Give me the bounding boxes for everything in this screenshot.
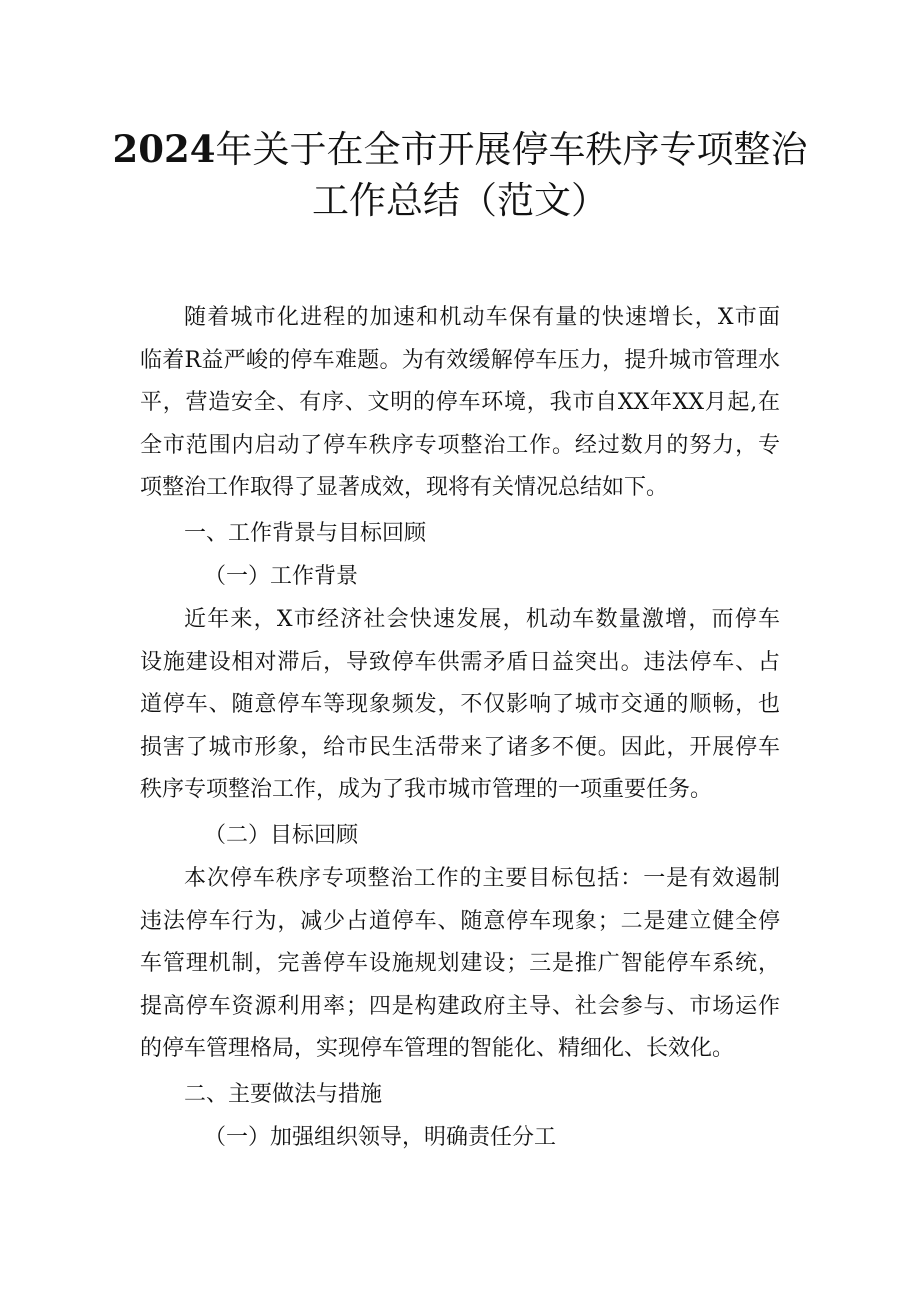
intro-paragraph bbox=[140, 297, 780, 510]
document-title-line-1 bbox=[110, 124, 810, 175]
section-heading-2 bbox=[140, 1074, 780, 1117]
section-heading-1 bbox=[140, 513, 780, 556]
paragraph-line: 违法停车行为，减少占道停车、随意停车现象；二是建立健全停 bbox=[140, 908, 780, 934]
heading-text: 一、工作背景与目标回顾 bbox=[184, 521, 427, 546]
subsection-heading-2-1 bbox=[140, 1117, 780, 1160]
paragraph-line: 平，营造安全、有序、文明的停车环境，我市自XX年XX月起,在 bbox=[140, 390, 780, 416]
paragraph-line: 设施建设相对滞后，导致停车供需矛盾日益突出。违法停车、占 bbox=[140, 649, 780, 675]
subsection-heading-1-1 bbox=[140, 556, 780, 599]
heading-text: （二）目标回顾 bbox=[204, 823, 359, 848]
paragraph-line: 秩序专项整治工作，成为了我市城市管理的一项重要任务。 bbox=[140, 777, 713, 803]
paragraph-line: 本次停车秩序专项整治工作的主要目标包括：一是有效遏制 bbox=[184, 866, 780, 891]
paragraph-line: 近年来，X市经济社会快速发展，机动车数量激增，而停车 bbox=[184, 607, 780, 632]
paragraph-line: 项整治工作取得了显著成效，现将有关情况总结如下。 bbox=[140, 475, 669, 501]
paragraph-line: 全市范围内启动了停车秩序专项整治工作。经过数月的努力，专 bbox=[140, 432, 780, 458]
background-paragraph bbox=[140, 599, 780, 812]
title-text: 年关于在全市开展停车秩序专项整治 bbox=[215, 128, 808, 171]
paragraph-line: 车管理机制，完善停车设施规划建设；三是推广智能停车系统， bbox=[140, 951, 780, 977]
subsection-heading-1-2 bbox=[140, 815, 780, 858]
goals-paragraph bbox=[140, 858, 780, 1071]
heading-text: （一）加强组织领导，明确责任分工 bbox=[204, 1125, 557, 1150]
document-title-line-2: 工作总结（范文） bbox=[312, 179, 608, 222]
paragraph-line: 随着城市化进程的加速和机动车保有量的快速增长，X市面 bbox=[184, 305, 780, 330]
paragraph-line: 道停车、随意停车等现象频发，不仅影响了城市交通的顺畅，也 bbox=[140, 692, 780, 718]
heading-text: （一）工作背景 bbox=[204, 564, 359, 589]
paragraph-line: 的停车管理格局，实现停车管理的智能化、精细化、长效化。 bbox=[140, 1036, 735, 1062]
paragraph-line: 损害了城市形象，给市民生活带来了诸多不便。因此，开展停车 bbox=[140, 734, 780, 760]
paragraph-line: 临着R益严峻的停车难题。为有效缓解停车压力，提升城市管理水 bbox=[140, 347, 780, 373]
paragraph-line: 提高停车资源利用率；四是构建政府主导、社会参与、市场运作 bbox=[140, 993, 780, 1019]
title-year: 2024 bbox=[112, 127, 216, 171]
heading-text: 二、主要做法与措施 bbox=[184, 1082, 383, 1107]
